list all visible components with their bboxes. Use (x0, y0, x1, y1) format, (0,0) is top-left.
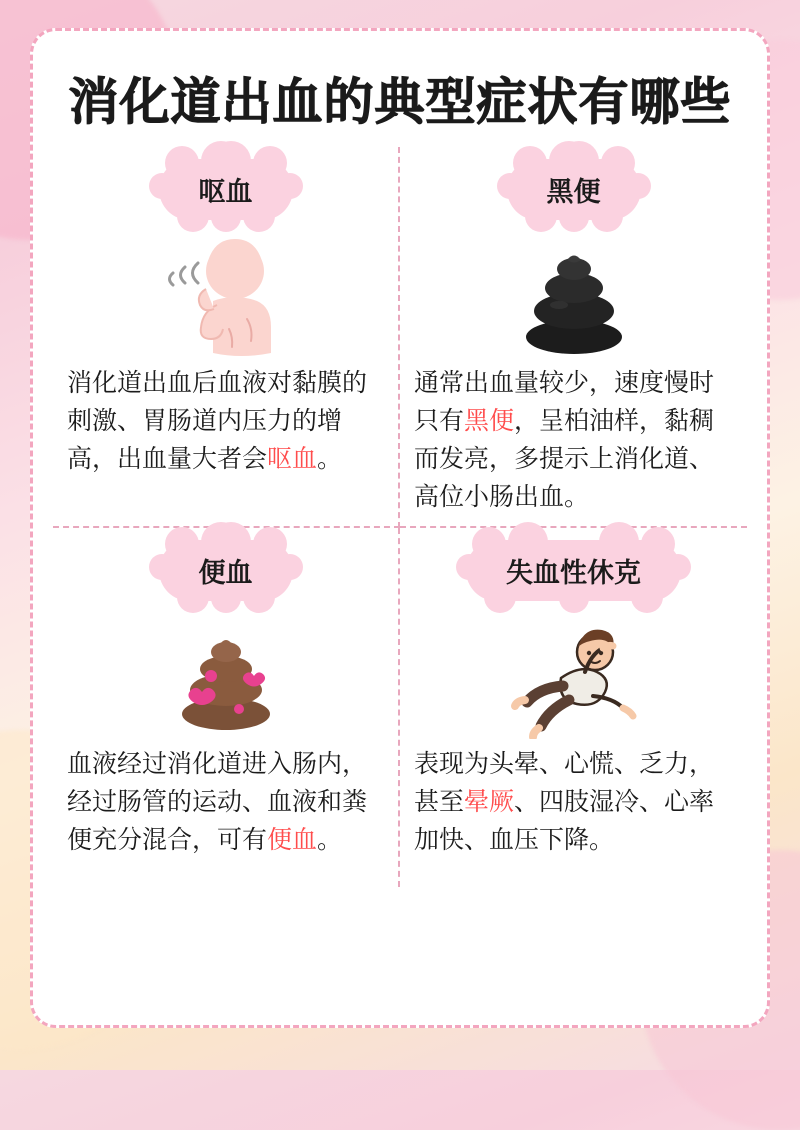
badge-wrap (414, 159, 733, 220)
badge-wrap (67, 540, 384, 601)
badge-wrap (67, 159, 384, 220)
bloody-stool-icon (67, 611, 384, 741)
symptom-description: 通常出血量较少，速度慢时只有黑便，呈柏油样，黏稠而发亮，多提示上消化道、高位小肠出血。 (414, 368, 715, 511)
person-vomiting-icon (67, 230, 384, 360)
badge-hematochezia (159, 540, 293, 601)
symptom-cell-hematochezia (53, 528, 400, 887)
symptom-cell-vomiting-blood (53, 147, 400, 528)
badge-wrap (414, 540, 733, 601)
symptom-grid (53, 147, 747, 887)
page-title: 消化道出血的典型症状有哪些 (68, 73, 732, 131)
badge-label: 失血性休克 (506, 558, 641, 589)
badge-hemorrhagic-shock (466, 540, 681, 601)
symptom-cell-hemorrhagic-shock (400, 528, 747, 887)
symptom-description: 消化道出血后血液对黏膜的刺激、胃肠道内压力的增高，出血量大者会呕血。 (67, 368, 368, 473)
symptom-cell-melena (400, 147, 747, 528)
info-card (30, 28, 770, 1028)
badge-melena (507, 159, 641, 220)
black-stool-icon (414, 230, 733, 360)
badge-label: 呕血 (198, 177, 253, 208)
symptom-description: 表现为头晕、心慌、乏力，甚至晕厥、四肢湿冷、心率加快、血压下降。 (414, 749, 715, 854)
fainting-person-icon (414, 611, 733, 741)
badge-label: 黑便 (546, 177, 601, 208)
badge-vomiting-blood (159, 159, 293, 220)
badge-label: 便血 (198, 558, 253, 589)
symptom-description: 血液经过消化道进入肠内，经过肠管的运动、血液和粪便充分混合，可有便血。 (67, 749, 368, 854)
